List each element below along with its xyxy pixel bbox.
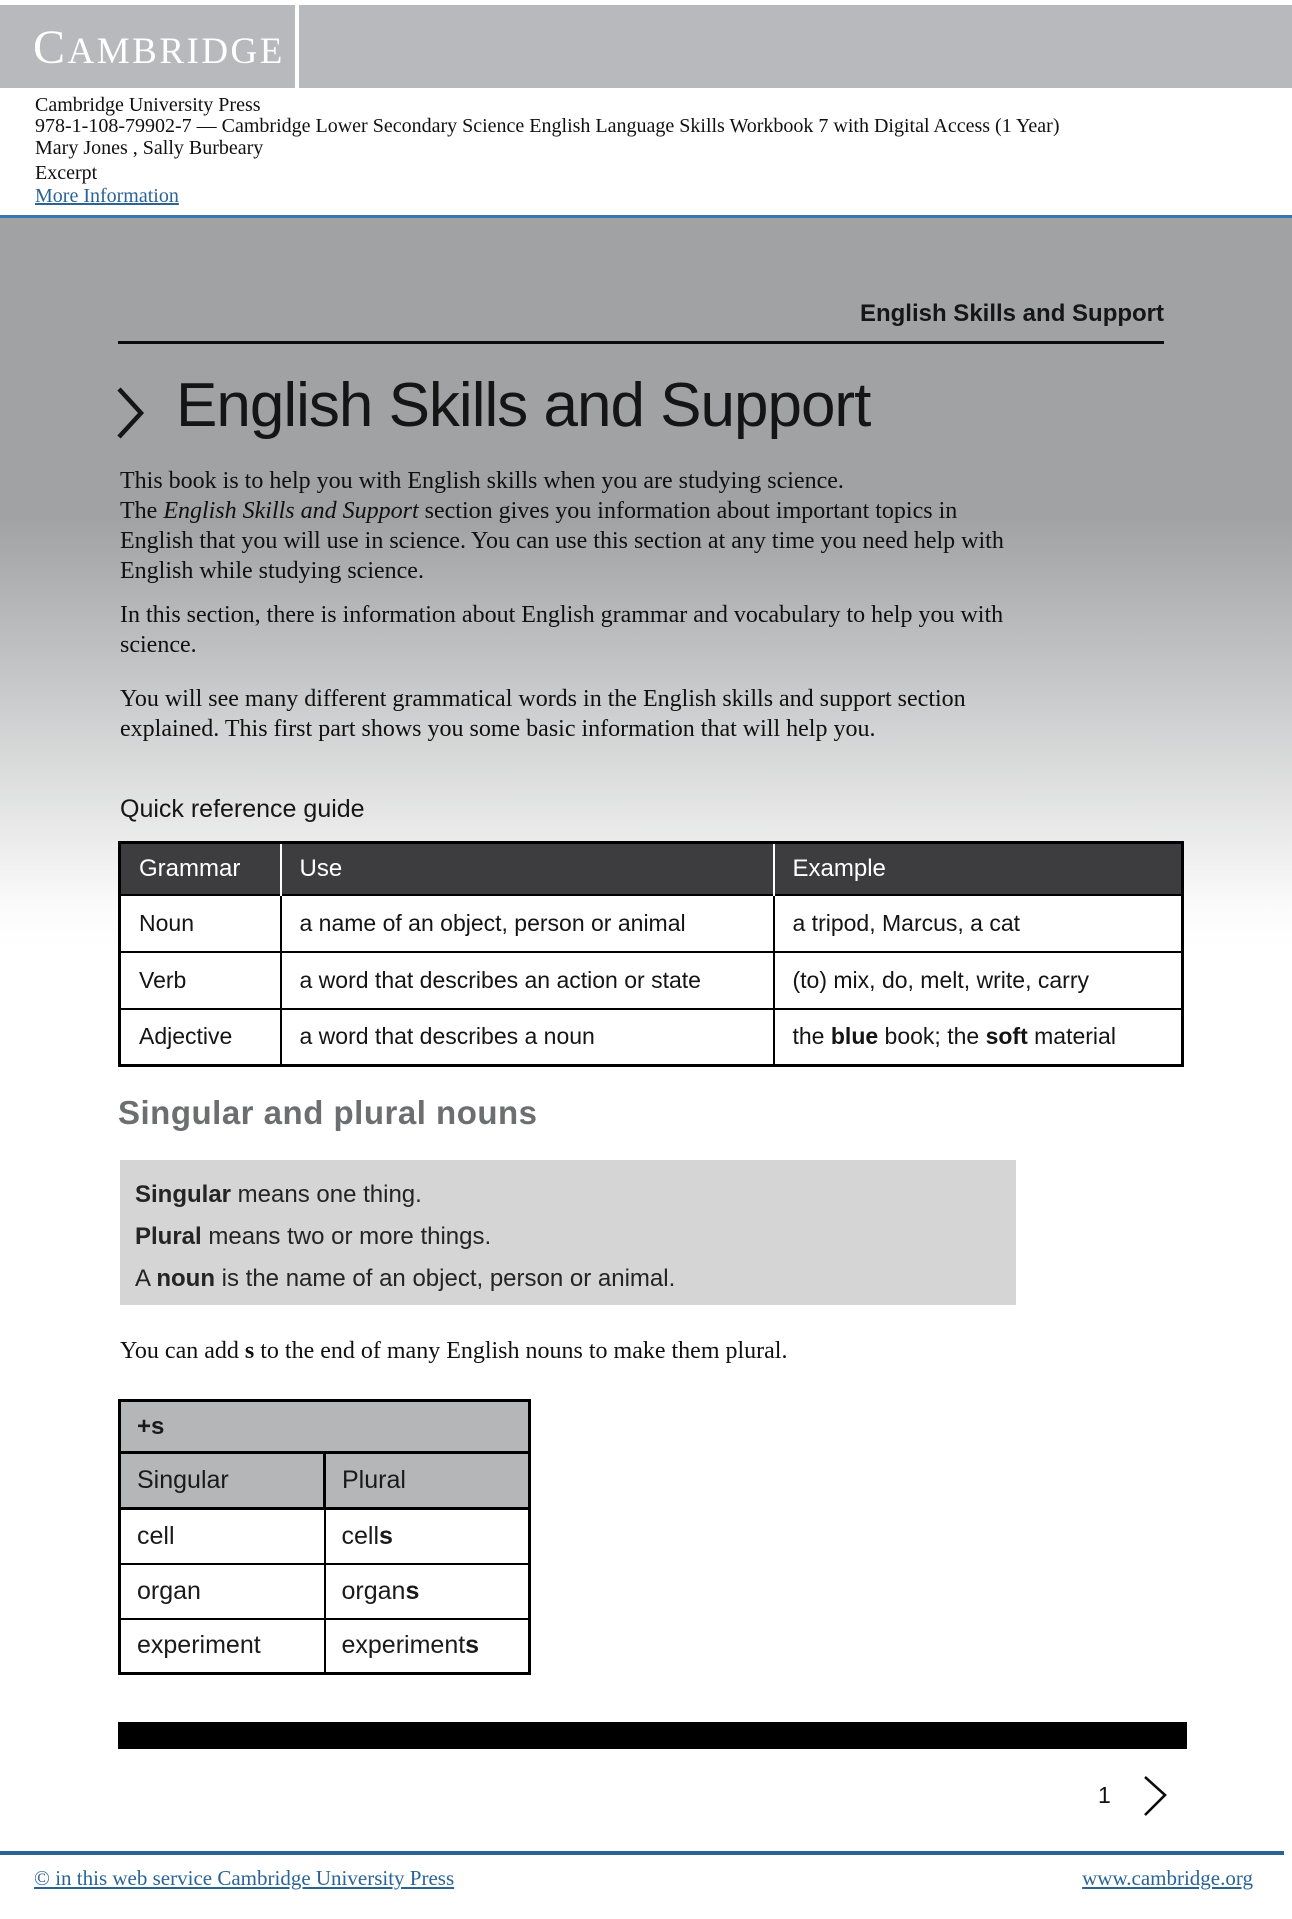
callout-line-plural: Plural means two or more things. — [135, 1223, 492, 1250]
column-header-singular: Singular — [120, 1453, 325, 1509]
plural-table-group-header-row — [120, 1401, 530, 1453]
intro-paragraph-3: You will see many different grammatical words in the English skills and support section explained. This first part shows you some basic information that will help you. — [120, 686, 966, 742]
column-header-use: Use — [281, 843, 774, 895]
cell-example: a tripod, Marcus, a cat — [774, 895, 1183, 952]
website-link[interactable]: www.cambridge.org — [1082, 1866, 1253, 1890]
cell-use: a name of an object, person or animal — [281, 895, 774, 952]
copyright-link[interactable]: © in this web service Cambridge University Press — [34, 1866, 455, 1890]
column-header-grammar: Grammar — [120, 843, 281, 895]
cell-singular: cell — [120, 1509, 325, 1564]
cell-use: a word that describes an action or state — [281, 952, 774, 1009]
group-header-plus-s: +s — [120, 1401, 530, 1453]
running-head-rule — [118, 341, 1164, 344]
chevron-right-icon — [1140, 1774, 1170, 1818]
intro-paragraph-1 — [120, 466, 1020, 586]
cell-example: (to) mix, do, melt, write, carry — [774, 952, 1183, 1009]
intro-paragraph-2: In this section, there is information about English grammar and vocabulary to help you with science. — [120, 602, 1004, 658]
title-chevron-icon — [114, 384, 146, 447]
authors-line: Mary Jones , Sally Burbeary — [35, 137, 264, 159]
cell-plural: organs — [325, 1564, 530, 1619]
table-row — [120, 1619, 530, 1674]
column-header-plural: Plural — [325, 1453, 530, 1509]
table-row — [120, 1564, 530, 1619]
intro-p1-a: The — [120, 498, 164, 524]
table-row — [120, 952, 1183, 1009]
plural-table-header-row — [120, 1453, 530, 1509]
page-title: English Skills and Support — [176, 371, 871, 440]
cell-grammar: Noun — [120, 895, 281, 952]
banner-separator — [295, 5, 299, 88]
section-heading-singular-plural: Singular and plural nouns — [118, 1094, 538, 1131]
cell-grammar: Verb — [120, 952, 281, 1009]
callout-line-noun: A noun is the name of an object, person or animal. — [135, 1265, 676, 1292]
table-row — [120, 1009, 1183, 1066]
intro-p1-b: section gives you information about important topics in English that you will use in science. You can use this section at any time you need help with English while studying science. — [120, 498, 1004, 584]
divider-bar — [118, 1722, 1187, 1749]
cell-use: a word that describes a noun — [281, 1009, 774, 1066]
running-head: English Skills and Support — [859, 300, 1164, 327]
table-row — [120, 895, 1183, 952]
cambridge-logo: CAMBRIDGE — [33, 21, 285, 74]
isbn-title-line: 978-1-108-79902-7 — Cambridge Lower Secondary Science English Language Skills Workbook 7 with Digital Access (1 Year) — [35, 115, 1060, 137]
plural-table — [118, 1399, 531, 1675]
excerpt-label: Excerpt — [35, 162, 98, 184]
intro-p1-italic: English Skills and Support — [163, 498, 419, 524]
add-s-sentence: You can add s to the end of many English nouns to make them plural. — [120, 1338, 788, 1364]
next-page-button[interactable] — [1140, 1774, 1170, 1818]
cell-example: the blue book; the soft material — [774, 1009, 1183, 1066]
cell-grammar: Adjective — [120, 1009, 281, 1066]
table-row — [120, 1509, 530, 1564]
cell-singular: organ — [120, 1564, 325, 1619]
cell-singular: experiment — [120, 1619, 325, 1674]
more-information-link[interactable]: More Information — [35, 185, 179, 207]
cell-plural: experiments — [325, 1619, 530, 1674]
footer-divider-rule — [0, 1851, 1284, 1855]
quick-reference-table — [118, 841, 1184, 1067]
callout-line-singular: Singular means one thing. — [135, 1181, 422, 1208]
definition-callout-box — [120, 1160, 1016, 1305]
quick-reference-heading: Quick reference guide — [120, 795, 365, 823]
cell-plural: cells — [325, 1509, 530, 1564]
quick-reference-header-row — [120, 843, 1183, 895]
page-number: 1 — [1098, 1782, 1111, 1808]
publisher-name: Cambridge University Press — [35, 94, 261, 116]
column-header-example: Example — [774, 843, 1183, 895]
intro-p1-line1: This book is to help you with English skills when you are studying science. — [120, 468, 844, 494]
